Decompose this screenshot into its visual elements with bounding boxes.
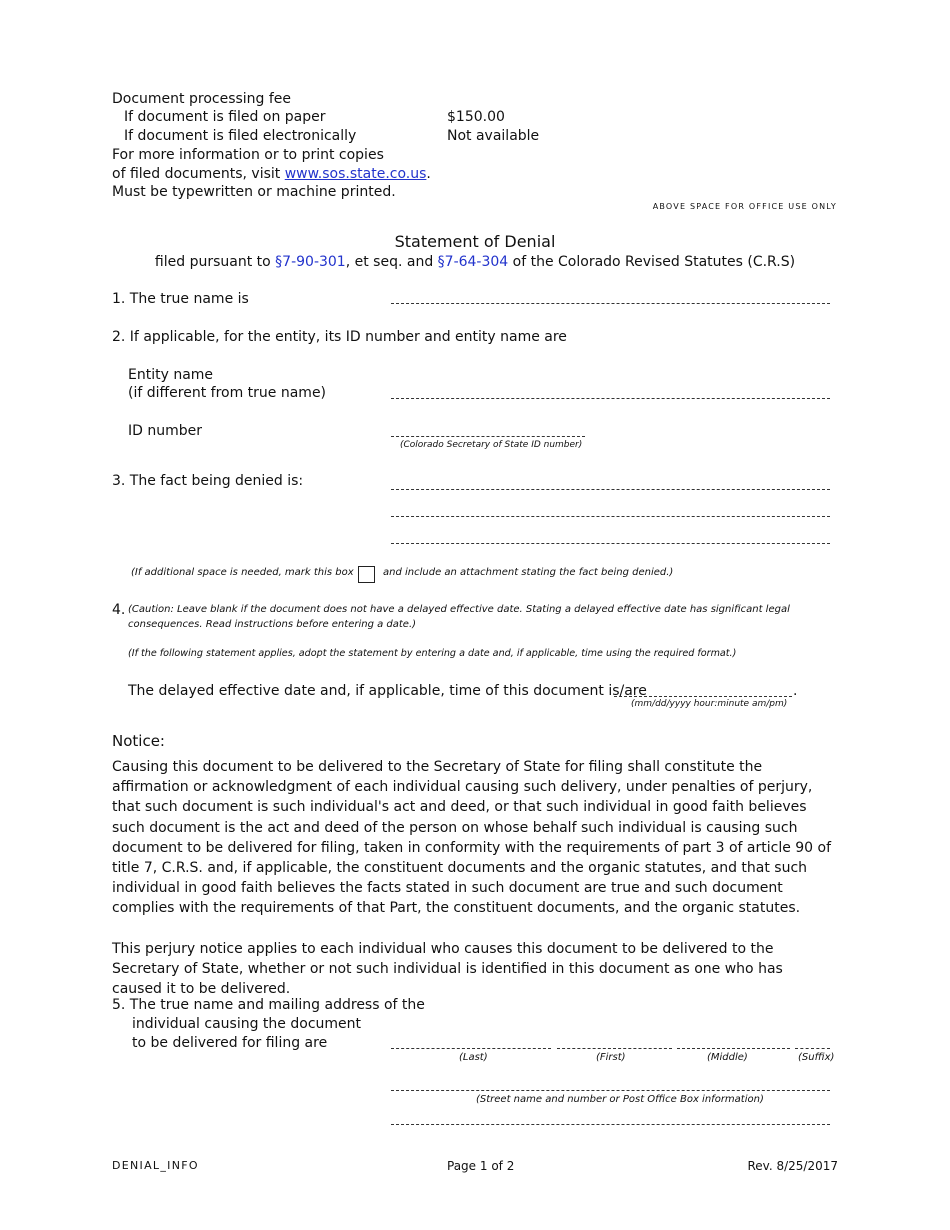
last-caption: (Last) <box>459 1052 488 1063</box>
street-address-field[interactable] <box>391 1090 830 1091</box>
delayed-date-field[interactable] <box>614 696 792 697</box>
date-format-caption: (mm/dd/yyyy hour:minute am/pm) <box>631 699 788 709</box>
fee-title: Document processing fee <box>112 91 292 107</box>
item-2-label: 2. If applicable, for the entity, its ID number and entity name are <box>112 329 567 345</box>
paper-fee-value: $150.00 <box>447 109 505 125</box>
entity-name-note: (if different from true name) <box>128 385 327 401</box>
info-line-2-suffix: . <box>426 166 431 182</box>
item-5-line-3: to be delivered for filing are <box>132 1035 328 1051</box>
notice-title: Notice: <box>112 732 165 750</box>
subtitle-suffix: of the Colorado Revised Statutes (C.R.S) <box>508 254 796 270</box>
subtitle-prefix: filed pursuant to <box>154 254 276 270</box>
attachment-checkbox[interactable] <box>358 566 375 583</box>
office-use-label: ABOVE SPACE FOR OFFICE USE ONLY <box>652 202 837 211</box>
middle-caption: (Middle) <box>707 1052 748 1063</box>
fact-denied-field-2[interactable] <box>391 516 830 517</box>
true-name-field[interactable] <box>391 303 830 304</box>
first-name-field[interactable] <box>557 1048 672 1049</box>
item-5-line-1: 5. The true name and mailing address of the <box>112 997 425 1013</box>
info-line-2 <box>112 165 431 183</box>
statement-applies-note: (If the following statement applies, adopt the statement by entering a date and, if applicable, time using the required format.) <box>128 648 737 659</box>
suffix-field[interactable] <box>795 1048 830 1049</box>
caution-line-2: consequences. Read instructions before entering a date.) <box>128 619 417 630</box>
first-caption: (First) <box>596 1052 626 1063</box>
item-3-label: 3. The fact being denied is: <box>112 473 304 489</box>
paper-fee-label: If document is filed on paper <box>124 109 326 125</box>
subtitle-mid: , et seq. and <box>345 254 438 270</box>
statute-link-7-90-301[interactable]: §7-90-301 <box>275 254 346 270</box>
item-4-number: 4. <box>112 602 126 618</box>
middle-name-field[interactable] <box>677 1048 790 1049</box>
caution-line-1: (Caution: Leave blank if the document does not have a delayed effective date. Stating a delayed effective date has significant legal <box>128 604 790 615</box>
statute-link-7-64-304[interactable]: §7-64-304 <box>437 254 509 270</box>
delayed-date-text: The delayed effective date and, if applicable, time of this document is/are <box>128 683 647 699</box>
item-5-line-2: individual causing the document <box>132 1016 361 1032</box>
address-line-2-field[interactable] <box>391 1124 830 1125</box>
info-line-2-prefix: of filed documents, visit <box>112 166 285 182</box>
street-caption: (Street name and number or Post Office Box information) <box>476 1094 764 1105</box>
electronic-fee-value: Not available <box>447 128 540 144</box>
form-title: Statement of Denial <box>394 232 556 251</box>
form-subtitle <box>0 253 950 271</box>
additional-space-suffix: and include an attachment stating the fact being denied.) <box>383 567 674 578</box>
item-1-label: 1. The true name is <box>112 291 249 307</box>
suffix-caption: (Suffix) <box>798 1052 835 1063</box>
typewritten-note: Must be typewritten or machine printed. <box>112 184 396 200</box>
page-number: Page 1 of 2 <box>447 1159 515 1173</box>
id-number-caption: (Colorado Secretary of State ID number) <box>400 440 583 450</box>
id-number-field[interactable] <box>391 436 585 437</box>
revision-date: Rev. 8/25/2017 <box>747 1159 838 1173</box>
id-number-label: ID number <box>128 423 202 439</box>
notice-paragraph-2: This perjury notice applies to each individual who causes this document to be delivered to the Secretary of State, whether or not such individual is identified in this document as one who has caused it to be delivered. <box>112 941 783 998</box>
electronic-fee-label: If document is filed electronically <box>124 128 357 144</box>
delayed-date-period: . <box>793 683 798 699</box>
form-id: DENIAL_INFO <box>112 1159 199 1172</box>
last-name-field[interactable] <box>391 1048 551 1049</box>
entity-name-field[interactable] <box>391 398 830 399</box>
sos-website-link[interactable]: www.sos.state.co.us <box>284 166 427 182</box>
fact-denied-field-3[interactable] <box>391 543 830 544</box>
fact-denied-field-1[interactable] <box>391 489 830 490</box>
info-line-1: For more information or to print copies <box>112 147 384 163</box>
entity-name-label: Entity name <box>128 367 214 383</box>
additional-space-prefix: (If additional space is needed, mark this box <box>131 567 354 578</box>
notice-paragraph-1: Causing this document to be delivered to the Secretary of State for filing shall constitute the affirmation or acknowledgment of each individual causing such delivery, under penalties of perjury, that such document is such individual's act and deed, or that such individual in good faith believes such document is the act and deed of the person on whose behalf such individual is causing such document to be delivered for filing, taken in conformity with the requirements of part 3 of article 90 of title 7, C.R.S. and, if applicable, the constituent documents and the organic statutes, and that such individual in good faith believes the facts stated in such document are true and such document complies with the requirements of that Part, the constituent documents, and the organic statutes. <box>112 759 832 917</box>
